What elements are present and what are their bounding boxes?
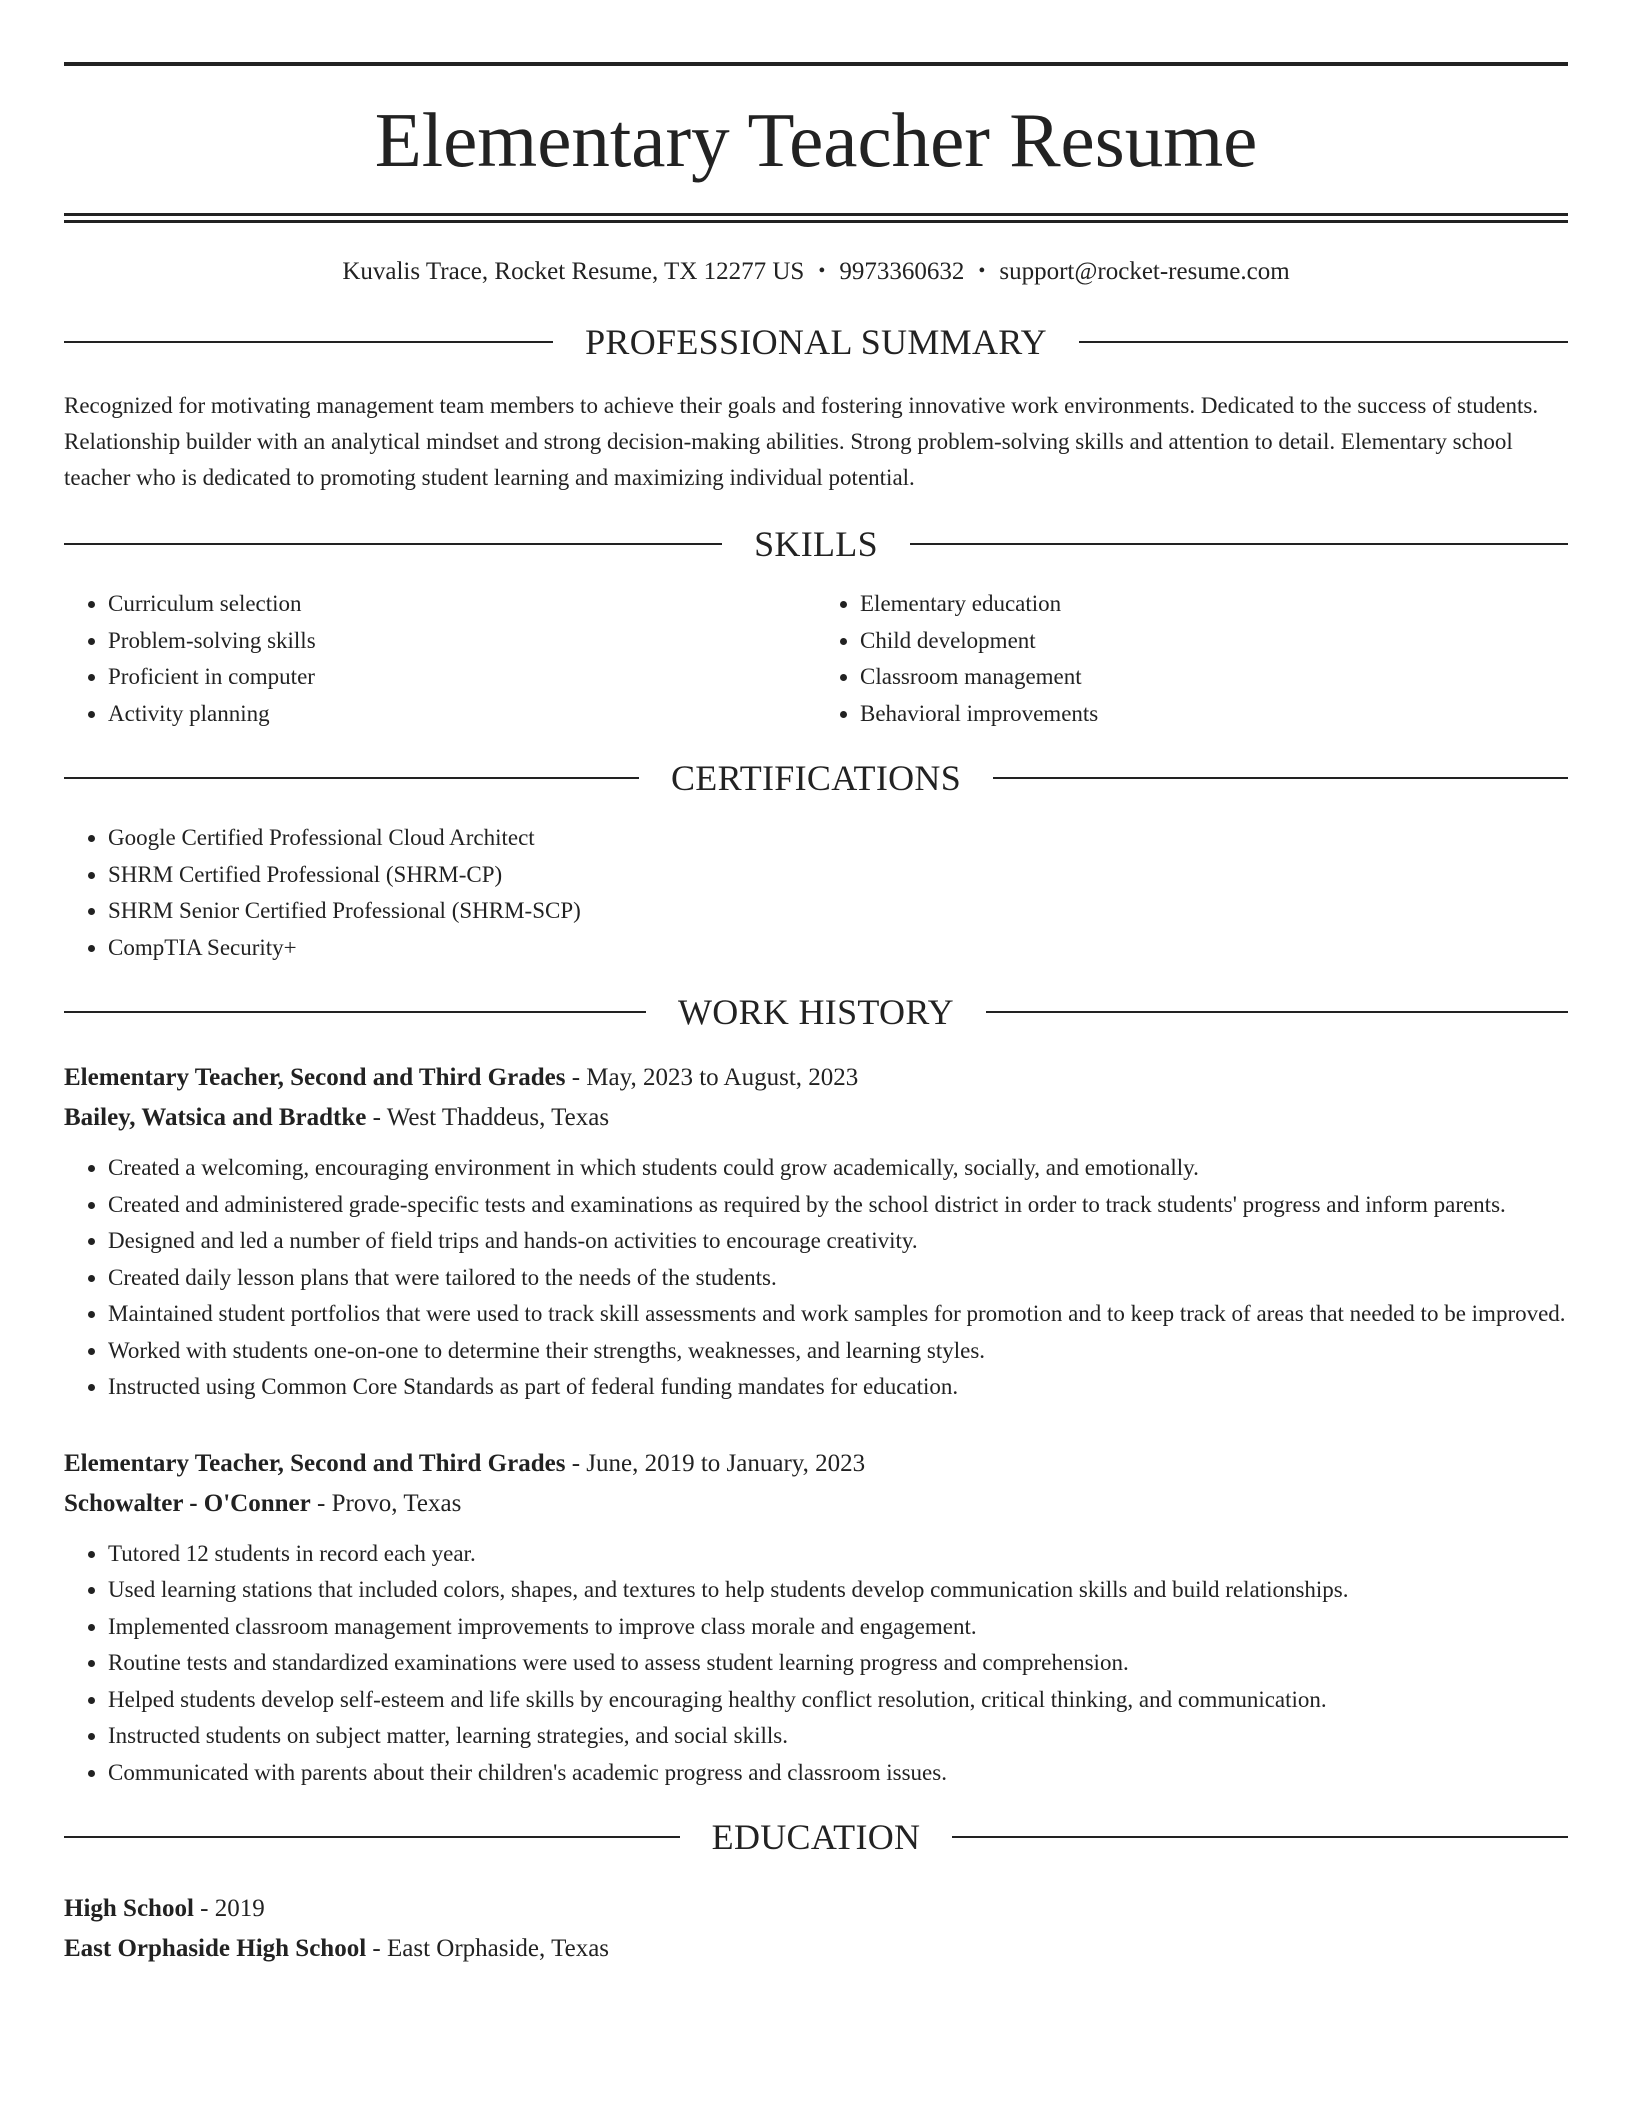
- job-bullet: • Communicated with parents about their children's academic progress and classroom issues.: [108, 1755, 1568, 1792]
- job-title: Elementary Teacher, Second and Third Grades: [64, 1449, 566, 1477]
- job-bullet: • Created and administered grade-specific tests and examinations as required by the school district in order to track students' progress and inform parents.: [108, 1187, 1568, 1224]
- job-bullet: • Instructed students on subject matter, learning strategies, and social skills.: [108, 1718, 1568, 1755]
- title-double-rule: [64, 213, 1568, 223]
- education-location: - East Orphaside, Texas: [366, 1935, 610, 1962]
- job-bullets: [64, 1150, 1568, 1406]
- heading-rule: [64, 543, 722, 545]
- skill-item: • Activity planning: [108, 696, 816, 733]
- heading-rule: [986, 1011, 1568, 1013]
- education-entry: [64, 1889, 1568, 1969]
- section-heading-certifications: [64, 760, 1568, 796]
- contact-line: [64, 259, 1568, 284]
- job-bullet: • Implemented classroom management improvements to improve class morale and engagement.: [108, 1609, 1568, 1646]
- certification-item: • SHRM Senior Certified Professional (SHRM-SCP): [108, 893, 1568, 930]
- section-heading-skills: [64, 526, 1568, 562]
- education-degree-line: [64, 1889, 1568, 1929]
- skill-item: • Curriculum selection: [108, 586, 816, 623]
- job-dates: - May, 2023 to August, 2023: [565, 1064, 859, 1091]
- section-heading-education: [64, 1819, 1568, 1855]
- heading-rule: [64, 1836, 680, 1838]
- job-bullet: • Created daily lesson plans that were tailored to the needs of the students.: [108, 1260, 1568, 1297]
- section-title: SKILLS: [754, 524, 878, 564]
- certification-item: • CompTIA Security+: [108, 930, 1568, 967]
- skill-item: • Classroom management: [860, 659, 1568, 696]
- job-title-line: [64, 1058, 1568, 1098]
- job-bullet: • Instructed using Common Core Standards as part of federal funding mandates for education.: [108, 1369, 1568, 1406]
- contact-phone[interactable]: 9973360632: [839, 258, 965, 285]
- education-year: - 2019: [193, 1895, 265, 1922]
- job-location: - Provo, Texas: [310, 1489, 462, 1517]
- summary-text: Recognized for motivating management team members to achieve their goals and fostering innovative work environments. Dedicated to the success of students. Relationship builder with an analytical mindset and strong decision-making abilities. Strong problem-solving skills and attention to detail. Elementary school teacher who is dedicated to promoting student learning and maximizing individual potential.: [64, 393, 1539, 490]
- job-title-line: [64, 1444, 1568, 1484]
- certification-item: • Google Certified Professional Cloud Architect: [108, 820, 1568, 857]
- skill-item: • Child development: [860, 623, 1568, 660]
- job-company: Schowalter - O'Conner: [64, 1489, 311, 1517]
- section-title: EDUCATION: [711, 1817, 921, 1857]
- heading-rule: [64, 341, 553, 343]
- contact-separator: •: [818, 260, 826, 282]
- skills-column-right: [816, 586, 1568, 732]
- section-title: CERTIFICATIONS: [670, 758, 962, 798]
- skills-column-left: [64, 586, 816, 732]
- education-school: East Orphaside High School: [64, 1935, 367, 1962]
- job-bullet: • Helped students develop self-esteem and life skills by encouraging healthy conflict resolution, critical thinking, and communication.: [108, 1682, 1568, 1719]
- job-bullet: • Routine tests and standardized examinations were used to assess student learning progress and comprehension.: [108, 1645, 1568, 1682]
- heading-rule: [64, 1011, 646, 1013]
- section-heading-work-history: [64, 994, 1568, 1030]
- job-entry: [64, 1444, 1568, 1792]
- job-bullet: • Created a welcoming, encouraging environment in which students could grow academically, socially, and emotionally.: [108, 1150, 1568, 1187]
- skill-item: • Proficient in computer: [108, 659, 816, 696]
- section-title: PROFESSIONAL SUMMARY: [585, 322, 1047, 362]
- job-dates: - June, 2019 to January, 2023: [565, 1449, 866, 1477]
- job-entry: [64, 1058, 1568, 1406]
- job-bullet: • Worked with students one-on-one to determine their strengths, weaknesses, and learning styles.: [108, 1333, 1568, 1370]
- job-bullet: • Maintained student portfolios that were used to track skill assessments and work samples for promotion and to keep track of areas that needed to be improved.: [108, 1296, 1568, 1333]
- heading-rule: [952, 1836, 1568, 1838]
- top-rule: [64, 62, 1568, 66]
- heading-rule: [64, 777, 639, 779]
- skill-item: • Behavioral improvements: [860, 696, 1568, 733]
- certification-item: • SHRM Certified Professional (SHRM-CP): [108, 857, 1568, 894]
- skill-item: • Problem-solving skills: [108, 623, 816, 660]
- job-company: Bailey, Watsica and Bradtke: [64, 1104, 367, 1131]
- section-title: WORK HISTORY: [678, 992, 954, 1032]
- job-bullet: • Used learning stations that included colors, shapes, and textures to help students develop communication skills and build relationships.: [108, 1572, 1568, 1609]
- skills-grid: [64, 586, 1568, 732]
- contact-address: Kuvalis Trace, Rocket Resume, TX 12277 US: [342, 258, 805, 285]
- job-title: Elementary Teacher, Second and Third Grades: [64, 1064, 566, 1091]
- education-school-line: [64, 1929, 1568, 1969]
- certifications-list: [64, 820, 1568, 966]
- heading-rule: [993, 777, 1568, 779]
- section-heading-summary: [64, 324, 1568, 360]
- contact-separator: •: [978, 260, 986, 282]
- heading-rule: [910, 543, 1568, 545]
- resume-title: Elementary Teacher Resume: [374, 97, 1258, 183]
- job-location: - West Thaddeus, Texas: [366, 1104, 610, 1131]
- heading-rule: [1079, 341, 1568, 343]
- education-degree: High School: [64, 1895, 194, 1922]
- job-company-line: [64, 1484, 1568, 1524]
- contact-email[interactable]: support@rocket-resume.com: [999, 258, 1290, 285]
- skill-item: • Elementary education: [860, 586, 1568, 623]
- job-bullets: [64, 1536, 1568, 1792]
- job-bullet: • Tutored 12 students in record each year.: [108, 1536, 1568, 1573]
- job-company-line: [64, 1098, 1568, 1138]
- job-bullet: • Designed and led a number of field trips and hands-on activities to encourage creativity.: [108, 1223, 1568, 1260]
